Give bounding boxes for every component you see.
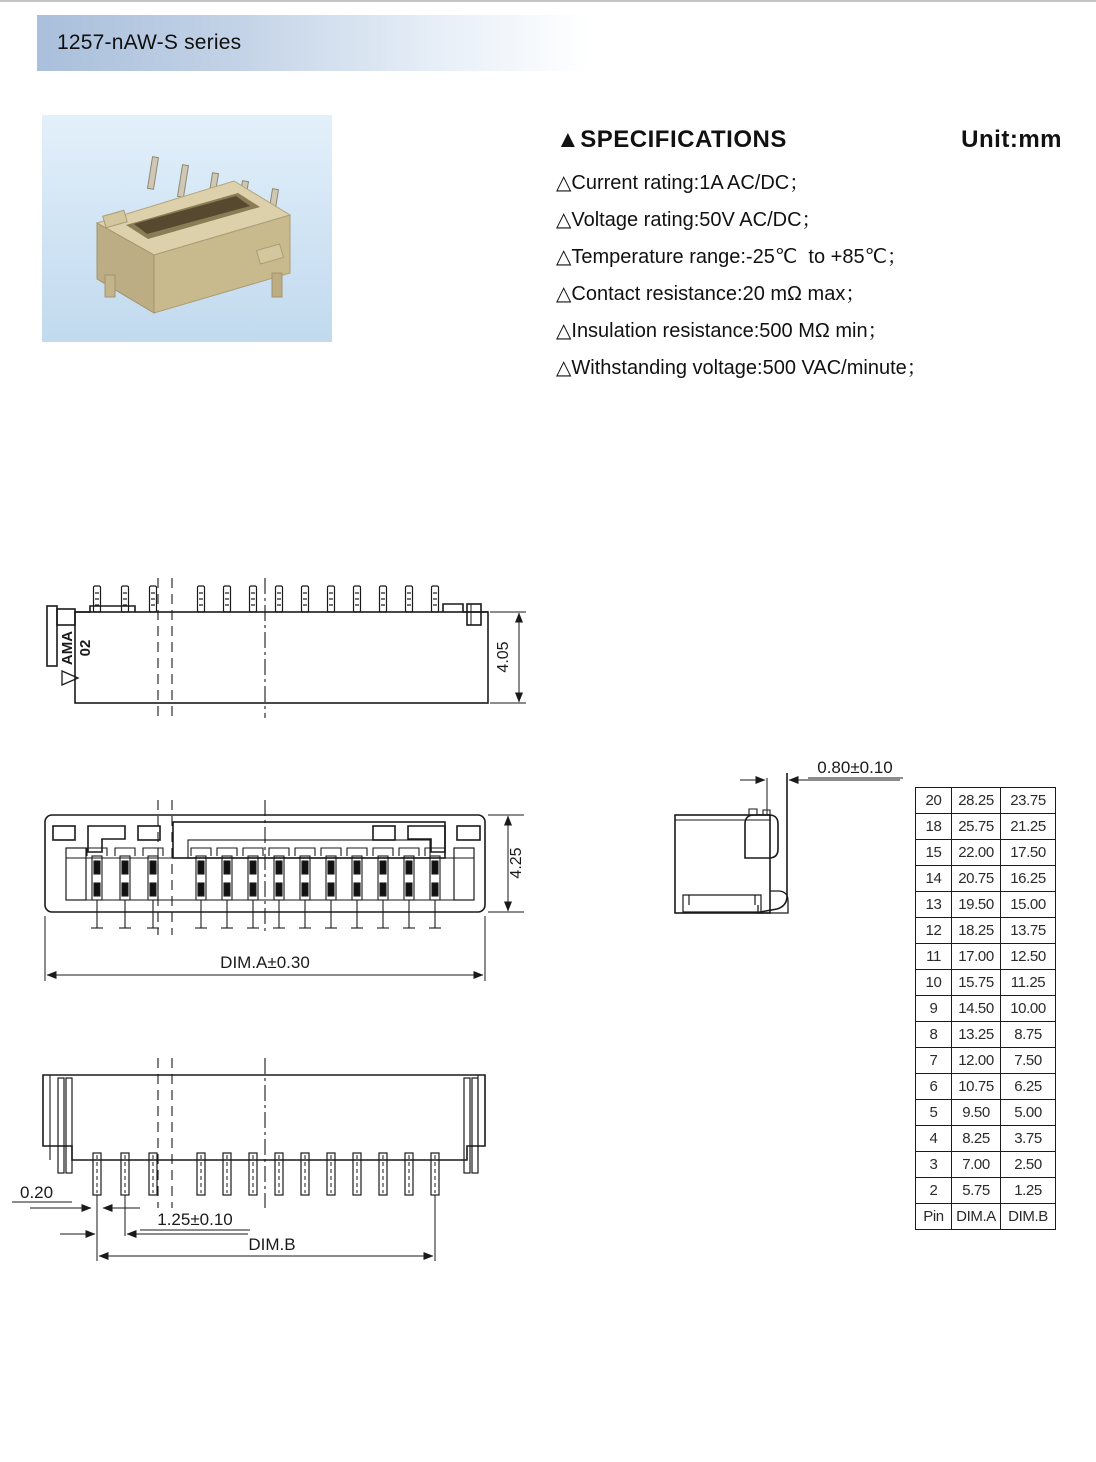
spec-item: △Temperature range:-25℃ to +85℃； [556,246,908,268]
table-cell: 15.75 [952,970,1001,996]
dimension-table [915,787,1056,1230]
table-cell: 12 [916,918,952,944]
spec-item: △Withstanding voltage:500 VAC/minute； [556,357,927,379]
table-cell: 7 [916,1048,952,1074]
table-row [916,814,1056,840]
table-row [916,1048,1056,1074]
table-cell: DIM.B [1001,1204,1056,1230]
table-cell: 15.00 [1001,892,1056,918]
table-cell: Pin [916,1204,952,1230]
table-row [916,892,1056,918]
pitch-dim-1-25: 1.25±0.10 [157,1210,233,1229]
table-row [916,1126,1056,1152]
table-row [916,970,1056,996]
table-row [916,1178,1056,1204]
table-cell: 12.00 [952,1048,1001,1074]
lead-dim-0-80: 0.80±0.10 [817,758,893,777]
spec-item: △Voltage rating:50V AC/DC； [556,209,822,231]
part-marking [59,631,94,685]
specifications-heading: ▲SPECIFICATIONS [556,126,787,153]
table-cell: 5.00 [1001,1100,1056,1126]
table-cell: 17.50 [1001,840,1056,866]
table-cell: 9 [916,996,952,1022]
table-footer-row [916,1204,1056,1230]
table-cell: 8.75 [1001,1022,1056,1048]
table-cell: 19.50 [952,892,1001,918]
table-cell: 23.75 [1001,788,1056,814]
specifications-list [556,165,1062,387]
spec-item: △Insulation resistance:500 MΩ min； [556,320,888,342]
table-cell: 5.75 [952,1178,1001,1204]
table-cell: 20.75 [952,866,1001,892]
dimension-table-body [916,788,1056,1230]
specifications-section [556,126,1062,387]
top-view-drawing [30,573,530,723]
table-cell: 2.50 [1001,1152,1056,1178]
table-row [916,866,1056,892]
series-title: 1257-nAW-S series [57,31,242,54]
width-dim-a: DIM.A±0.30 [220,953,310,972]
marking-text-2: 02 [77,639,94,657]
table-cell: 18.25 [952,918,1001,944]
table-cell: 14.50 [952,996,1001,1022]
table-cell: 2 [916,1178,952,1204]
table-cell: 18 [916,814,952,840]
table-cell: DIM.A [952,1204,1001,1230]
table-cell: 8 [916,1022,952,1048]
top-divider [0,0,1096,2]
table-cell: 15 [916,840,952,866]
table-cell: 10 [916,970,952,996]
marking-text-1: AMA [59,630,76,666]
table-cell: 16.25 [1001,866,1056,892]
table-cell: 7.50 [1001,1048,1056,1074]
pin-width-dim-0-20: 0.20 [20,1183,54,1202]
side-view-drawing [645,748,935,938]
front-view-drawing [30,800,530,985]
table-cell: 5 [916,1100,952,1126]
product-photo [42,115,332,342]
table-cell: 22.00 [952,840,1001,866]
table-row [916,996,1056,1022]
table-cell: 1.25 [1001,1178,1056,1204]
table-row [916,1074,1056,1100]
spec-item: △Contact resistance:20 mΩ max； [556,283,866,305]
table-cell: 21.25 [1001,814,1056,840]
table-cell: 8.25 [952,1126,1001,1152]
table-cell: 4 [916,1126,952,1152]
table-cell: 6.25 [1001,1074,1056,1100]
table-cell: 6 [916,1074,952,1100]
table-cell: 13.75 [1001,918,1056,944]
table-row [916,788,1056,814]
table-cell: 7.00 [952,1152,1001,1178]
table-cell: 12.50 [1001,944,1056,970]
table-cell: 13.25 [952,1022,1001,1048]
table-cell: 20 [916,788,952,814]
table-cell: 10.75 [952,1074,1001,1100]
table-cell: 3.75 [1001,1126,1056,1152]
height-dim-4-25: 4.25 [508,847,525,879]
table-cell: 28.25 [952,788,1001,814]
table-cell: 14 [916,866,952,892]
span-dim-b: DIM.B [248,1235,296,1254]
table-row [916,918,1056,944]
page-header [37,15,612,71]
table-cell: 13 [916,892,952,918]
table-cell: 3 [916,1152,952,1178]
table-cell: 11 [916,944,952,970]
height-dim-4-05: 4.05 [495,641,512,673]
bottom-view-drawing [10,1058,530,1273]
unit-label: Unit:mm [961,126,1062,153]
table-row [916,840,1056,866]
table-cell: 25.75 [952,814,1001,840]
table-row [916,944,1056,970]
table-cell: 10.00 [1001,996,1056,1022]
table-cell: 17.00 [952,944,1001,970]
spec-item: △Current rating:1A AC/DC； [556,172,810,194]
table-cell: 9.50 [952,1100,1001,1126]
table-row [916,1100,1056,1126]
table-cell: 11.25 [1001,970,1056,996]
table-row [916,1152,1056,1178]
table-row [916,1022,1056,1048]
